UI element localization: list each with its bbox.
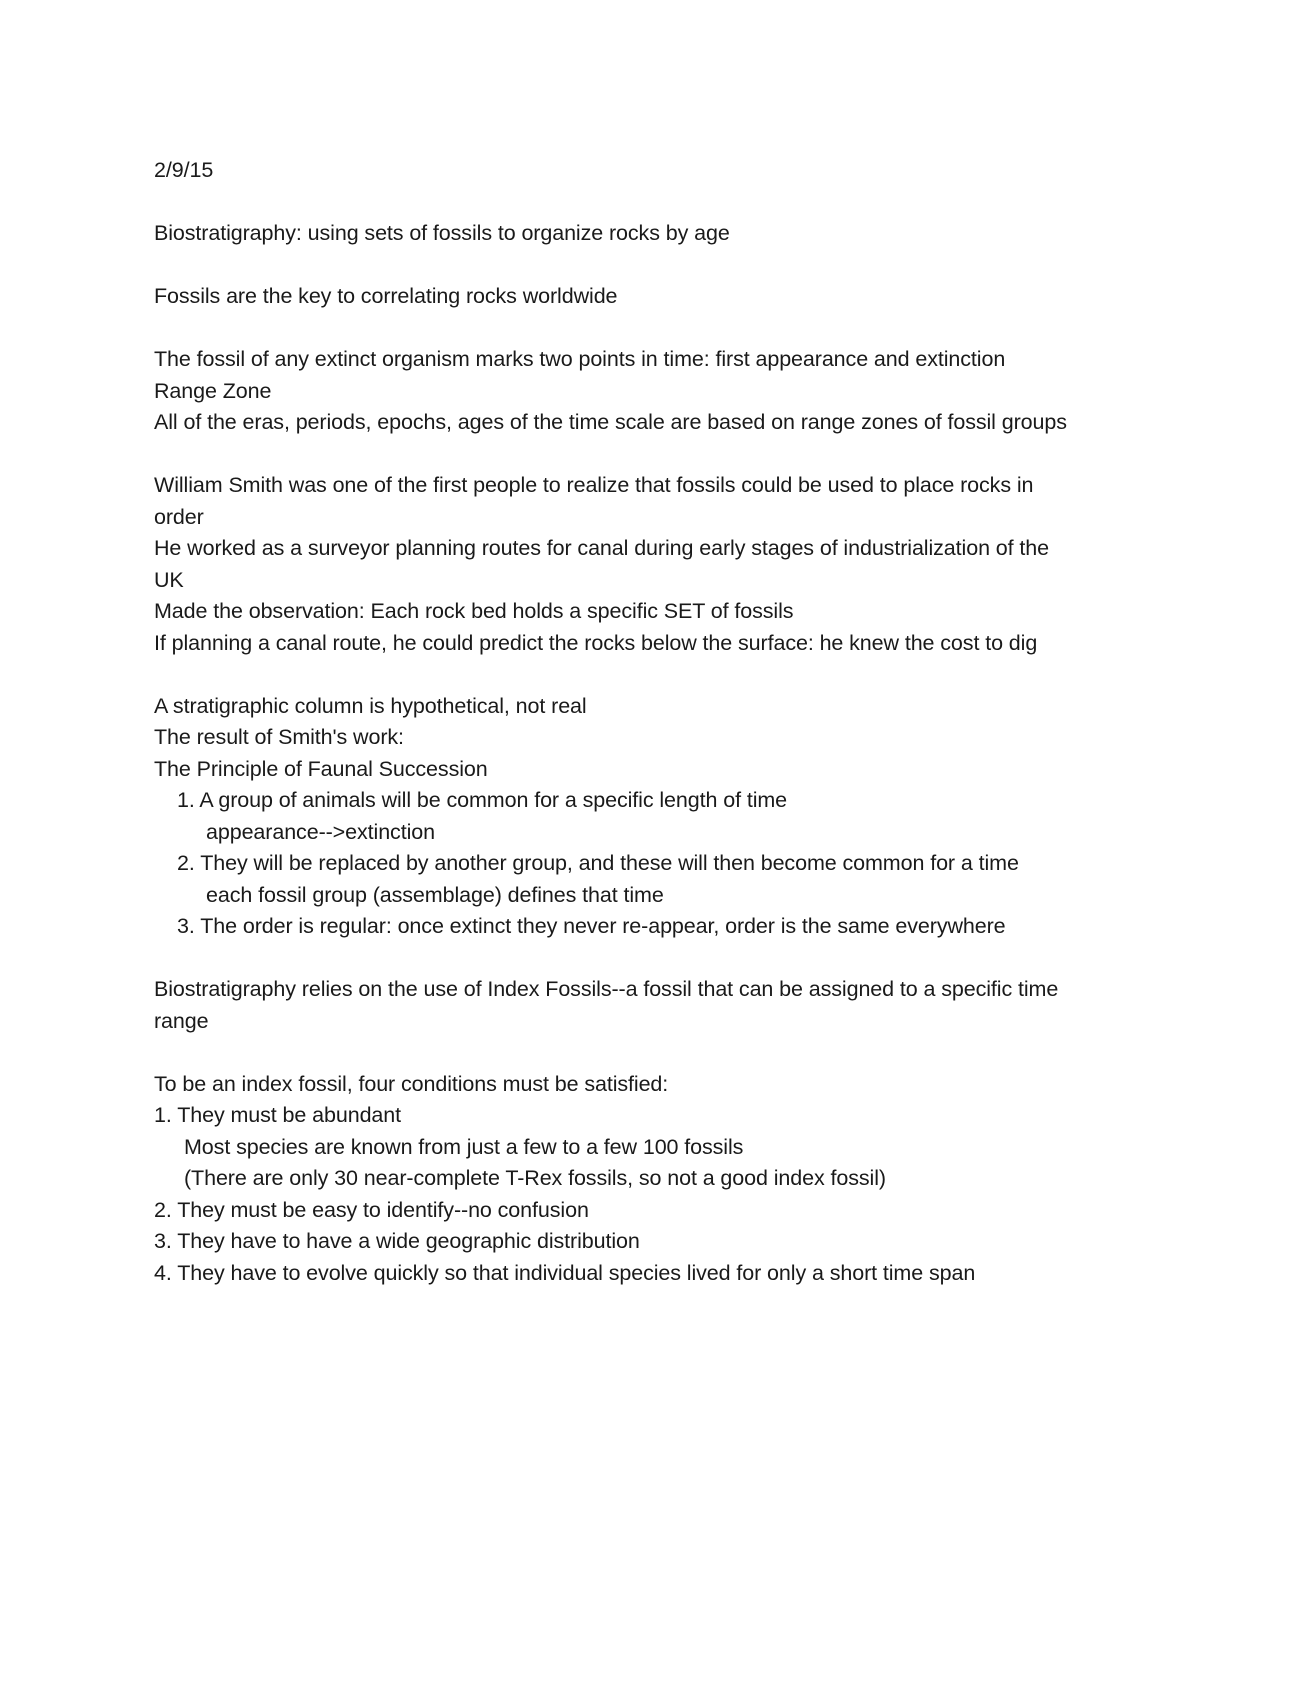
spacer [154,439,1154,471]
date: 2/9/15 [154,158,214,182]
spacer [154,1037,1154,1069]
spacer [154,943,1154,975]
stratigraphic-column-line: A stratigraphic column is hypothetical, not real [154,693,587,718]
condition-1-sub-2: (There are only 30 near-complete T-Rex fossils, so not a good index fossil) [184,1166,886,1190]
condition-1: 1. They must be abundant [154,1103,402,1127]
condition-3: 3. They have to have a wide geographic distribution [154,1229,640,1253]
succession-item-3: 3. The order is regular: once extinct they never re-appear, order is the same everywhere [177,914,1006,938]
smith-line-4: If planning a canal route, he could predict the rocks below the surface: he knew the cost to dig [154,630,1038,655]
range-line-2: Range Zone [154,378,272,403]
faunal-succession-heading: The Principle of Faunal Succession [154,756,488,781]
smith-line-3: Made the observation: Each rock bed holds a specific SET of fossils [154,599,794,623]
index-fossils-line-1a: Biostratigraphy relies on the use of Index Fossils--a fossil that can be assigned to a specific time [154,977,1059,1001]
fossils-key-line: Fossils are the key to correlating rocks worldwide [154,284,618,308]
smith-line-2a: He worked as a surveyor planning routes for canal during early stages of industrialization of the [154,536,1049,560]
index-fossils-line-1b: range [154,1008,209,1033]
conditions-intro: To be an index fossil, four conditions must be satisfied: [154,1071,669,1096]
smith-line-1a: William Smith was one of the first people to realize that fossils could be used to place rocks in [154,473,1034,497]
succession-item-1-sub: appearance-->extinction [206,819,435,844]
spacer [154,659,1154,691]
range-line-1: The fossil of any extinct organism marks two points in time: first appearance and extinction [154,347,1006,371]
spacer [154,250,1154,282]
biostratigraphy-definition: Biostratigraphy: using sets of fossils to organize rocks by age [154,221,730,245]
spacer [154,313,1154,345]
range-line-3: All of the eras, periods, epochs, ages of the time scale are based on range zones of fossil groups [154,410,1067,434]
condition-2: 2. They must be easy to identify--no confusion [154,1197,589,1222]
succession-item-2-sub: each fossil group (assemblage) defines that time [206,882,664,907]
smith-line-2b: UK [154,567,184,592]
spacer [154,187,1154,219]
succession-item-1: 1. A group of animals will be common for a specific length of time [177,788,788,812]
condition-4: 4. They have to evolve quickly so that individual species lived for only a short time span [154,1260,976,1285]
succession-item-2: 2. They will be replaced by another group, and these will then become common for a time [177,851,1019,875]
condition-1-sub-1: Most species are known from just a few to a few 100 fossils [184,1134,744,1159]
smith-line-1b: order [154,504,204,529]
smith-result-line: The result of Smith's work: [154,725,404,749]
notes-body [154,155,1154,1289]
